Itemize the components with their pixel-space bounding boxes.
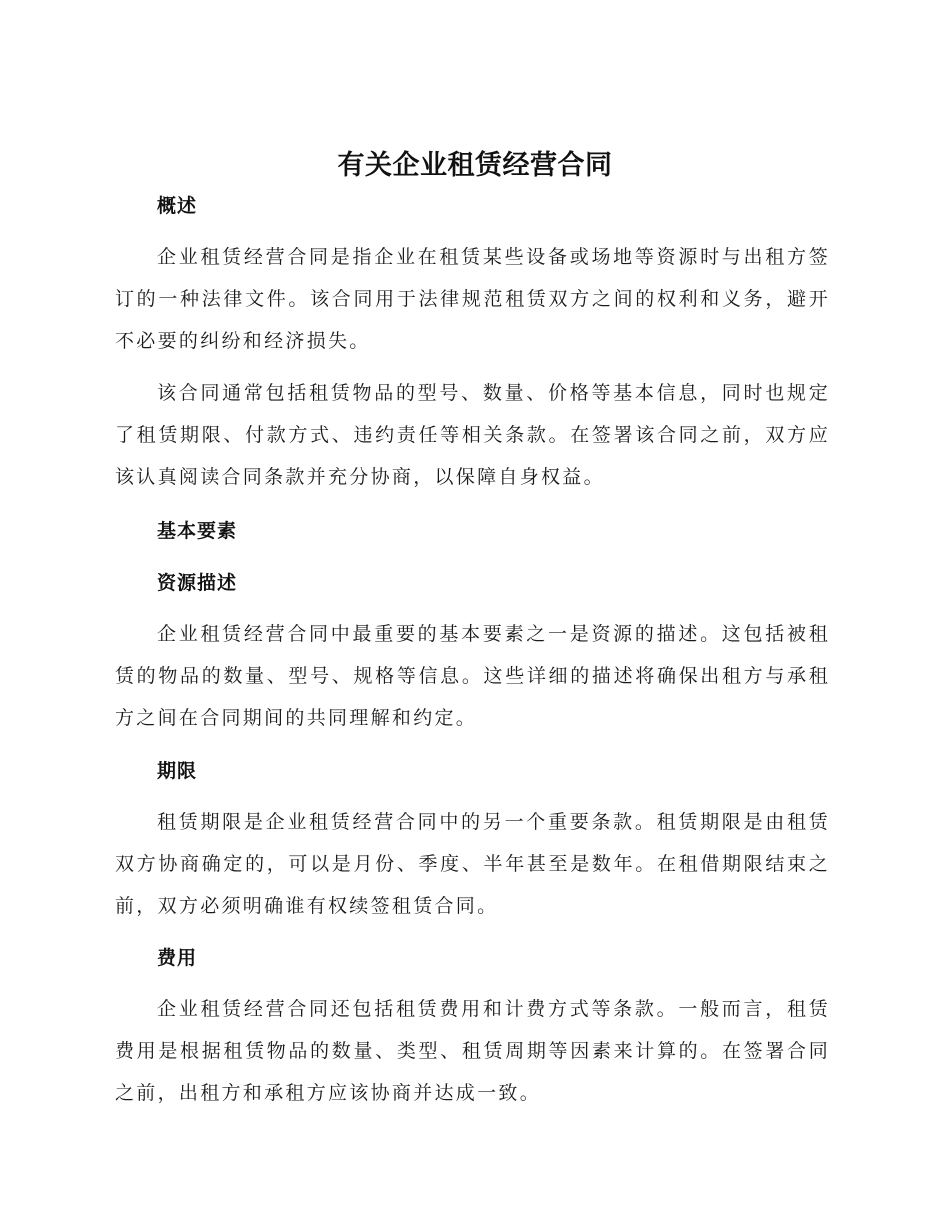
- paragraph-fees: 企业租赁经营合同还包括租赁费用和计费方式等条款。一般而言，租赁费用是根据租赁物品的数量、类型、租赁周期等因素来计算的。在签署合同之前，出租方和承租方应该协商并达成一致。: [115, 998, 830, 1104]
- document-title: 有关企业租赁经营合同: [337, 150, 613, 181]
- section-heading-overview: 概述: [157, 195, 198, 217]
- section-heading-fees: 费用: [157, 947, 198, 969]
- section-heading-basic-elements: 基本要素: [157, 520, 238, 542]
- section-heading-term: 期限: [157, 760, 198, 782]
- paragraph-term: 租赁期限是企业租赁经营合同中的另一个重要条款。租赁期限是由租赁双方协商确定的，可以是月份、季度、半年甚至是数年。在租借期限结束之前，双方必须明确谁有权续签租赁合同。: [115, 811, 830, 917]
- paragraph-overview-2: 该合同通常包括租赁物品的型号、数量、价格等基本信息，同时也规定了租赁期限、付款方式、违约责任等相关条款。在签署该合同之前，双方应该认真阅读合同条款并充分协商，以保障自身权益。: [115, 382, 830, 488]
- paragraph-resource-description: 企业租赁经营合同中最重要的基本要素之一是资源的描述。这包括被租赁的物品的数量、型号、规格等信息。这些详细的描述将确保出租方与承租方之间在合同期间的共同理解和约定。: [115, 623, 830, 729]
- paragraph-overview-1: 企业租赁经营合同是指企业在租赁某些设备或场地等资源时与出租方签订的一种法律文件。该合同用于法律规范租赁双方之间的权利和义务，避开不必要的纠纷和经济损失。: [115, 246, 830, 352]
- section-heading-resource-description: 资源描述: [157, 572, 238, 594]
